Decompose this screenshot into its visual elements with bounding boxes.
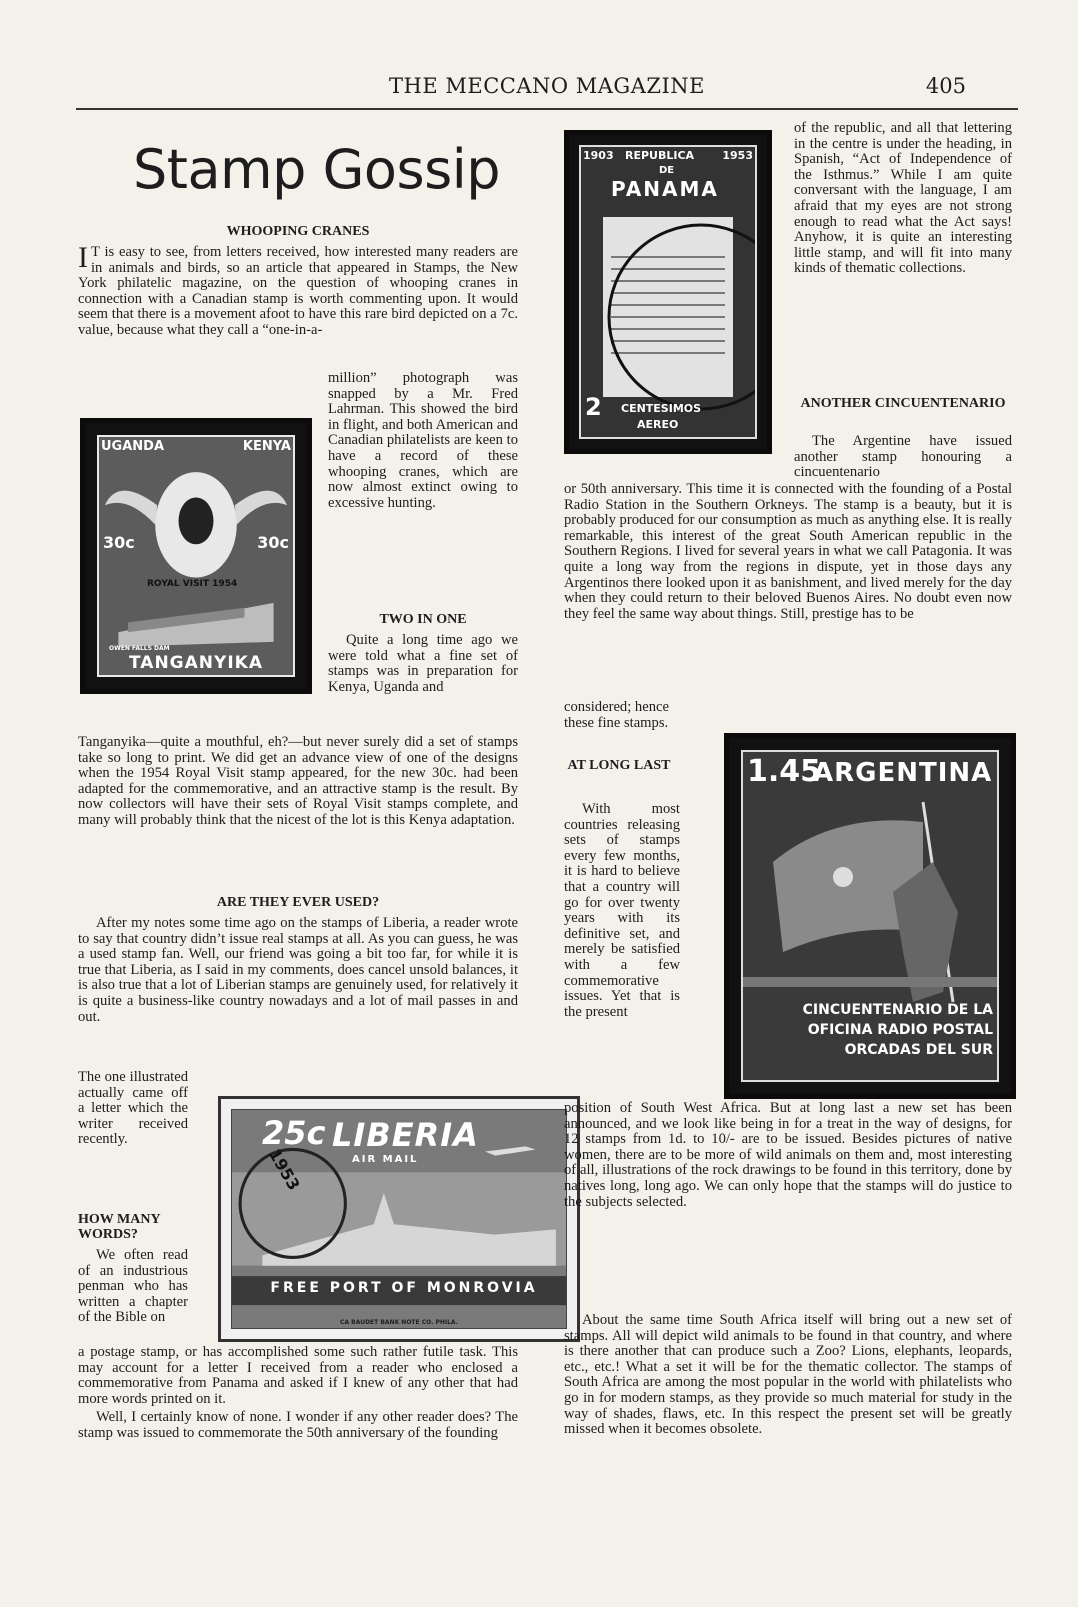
article-two-in-one-p1 xyxy=(328,633,518,695)
article-words-p1 xyxy=(78,1248,188,1326)
article-words-p3 xyxy=(78,1410,518,1441)
article-whooping-p1 xyxy=(78,241,518,339)
running-header xyxy=(76,72,1018,110)
page-title: Stamp Gossip xyxy=(133,138,501,201)
stamp-liberia xyxy=(218,1096,580,1342)
heading-whooping-cranes: WHOOPING CRANES xyxy=(226,224,370,239)
stamp-argentina-line2: OFICINA RADIO POSTAL xyxy=(807,1022,993,1038)
stamp-text-kenya: KENYA xyxy=(242,439,291,454)
article-used-p1 xyxy=(78,916,518,1025)
stamp-argentina-value: 1.45 xyxy=(747,754,822,789)
stamp-panama-de: DE xyxy=(659,165,675,176)
article-words-p2 xyxy=(78,1345,518,1407)
page-number: 405 xyxy=(925,74,966,98)
stamp-text-uganda: UGANDA xyxy=(101,439,165,454)
stamp-argentina-line1: CINCUENTENARIO DE LA xyxy=(802,1002,993,1018)
heading-two-in-one: TWO IN ONE xyxy=(379,612,467,627)
heading-are-they-ever-used: ARE THEY EVER USED? xyxy=(216,895,380,910)
words-text-4: of the republic, and all that lettering in the centre is under the heading, in Spanish, “Act of Independence of the Isthmus.” While I am quite conversant with the language, I am afraid that my eyes are not strong enough to read what the Act says! Anyhow, it is quite an interesting little stamp, and will fit into many kinds of thematic collections. xyxy=(794,120,1012,277)
stamp-liberia-value: 25c xyxy=(262,1114,326,1152)
stamp-argentina-country: ARGENTINA xyxy=(813,758,993,788)
stamp-panama-year-right: 1953 xyxy=(722,149,753,162)
article-cincuentenario-p1 xyxy=(794,434,1012,481)
stamp-kenya-uganda-tanganyika xyxy=(80,418,312,694)
stamp-panama-country: PANAMA xyxy=(611,177,719,201)
article-cincuentenario-p3 xyxy=(564,700,674,731)
article-long-last-p1 xyxy=(564,802,680,1020)
two-in-one-text-continued: Tanganyika—quite a mouthful, eh?—but never surely did a set of stamps take so long to print. We did get an advance view of one of the designs when the 1954 Royal Visit stamp appeared, for the new 30c. had been adapted for the commemorative, and an attractive stamp is the result. By now collectors will have their sets of Royal Visit stamps complete, and many will probably think that the nicest of the lot is this Kenya adaptation. xyxy=(78,734,518,828)
article-two-in-one-p2 xyxy=(78,735,518,829)
stamp-value-right: 30c xyxy=(257,533,289,552)
whooping-text: T is easy to see, from letters received, how interested many readers are in animals and birds, so an article that appeared in Stamps, the New York philatelic magazine, on the question of whooping cranes in connection with a Canadian stamp is worth commenting upon. It would seem that there is a movement afoot to have this rare bird depicted on a 7c. value, because what they call a “one-in-a- xyxy=(78,244,518,338)
two-in-one-text: Quite a long time ago we were told what a fine set of stamps was in preparation for Kenya, Uganda and xyxy=(328,632,518,695)
cincuentenario-text-end: considered; hence these fine stamps. xyxy=(564,699,669,731)
words-text: We often read of an industrious penman who has written a chapter of the Bible on xyxy=(78,1247,188,1326)
stamp-liberia-printer: CA BAUDET BANK NOTE CO. PHILA. xyxy=(340,1319,458,1326)
heading-at-long-last: AT LONG LAST xyxy=(567,758,671,773)
used-text-continued: The one illustrated actually came off a letter which the writer received recently. xyxy=(78,1069,188,1148)
stamp-text-royal-visit: ROYAL VISIT 1954 xyxy=(147,579,238,589)
article-used-p2 xyxy=(78,1070,188,1148)
long-last-text-continued: position of South West Africa. But at long last a new set has been announced, and we look like being in for a treat in the way of designs, for 12 stamps from 1d. to 10/- are to be issued. Besides pictures of native women, there are to be more of wild animals on them and, most interesting of all, illustrations of the rock drawings to be found in this territory, done by natives long, long ago. We can only hope that the stamps will do justice to the subjects selected. xyxy=(564,1100,1012,1210)
stamp-panama-centesimos: CENTESIMOS xyxy=(621,402,702,415)
stamp-panama-digit: 2 xyxy=(585,393,602,421)
article-long-last-p2 xyxy=(564,1101,1012,1210)
article-long-last-p3 xyxy=(564,1313,1012,1438)
stamp-artwork xyxy=(99,437,293,675)
stamp-liberia-air-mail: AIR MAIL xyxy=(352,1154,419,1165)
long-last-text-3: About the same time South Africa itself will bring out a new set of stamps. All will depict wild animals to be found in that country, and where is there another that can produce such a Zoo? Lions, elephants, leopards, etc., etc.! What a set it will be for the thematic collector. The stamps of South Africa are among the most popular in the world with philatelists who go in for modern stamps, as they provide so much material for study in the way of shades, flaws, etc. In this respect the present set will be greatly missed when it becomes obsolete. xyxy=(564,1312,1012,1438)
words-text-continued: a postage stamp, or has accomplished some such rather futile task. This may account for a letter I received from a reader who enclosed a commemorative from Panama and asked if I knew of any other that had more words printed on it. xyxy=(78,1344,518,1407)
stamp-argentina-line3: ORCADAS DEL SUR xyxy=(844,1042,993,1058)
cincuentenario-text-continued: or 50th anniversary. This time it is connected with the founding of a Postal Radio Station in the Southern Orkneys. The stamp is a beauty, but it is probably produced for our consumption as much as anything else. It is really remarkable, this interest of the great South American republic in the Southern Regions. I lived for several years in what we call Patagonia. It was quite a long way from the regions in dispute, yet in those days any Argentinos there looked upon it as banishment, and lived merely for the day when they could return to their beloved Buenos Aires. No doubt even now they feel the same way about things. Still, prestige has to be xyxy=(564,481,1012,622)
stamp-panama xyxy=(564,130,772,454)
long-last-text: With most countries releasing sets of stamps every few months, it is hard to believe that a country will go for over twenty years with its definitive set, and merely be satisfied with a few commemorative issues. Yet that is the present xyxy=(564,801,680,1020)
stamp-liberia-country: LIBERIA xyxy=(332,1116,479,1154)
whooping-text-continued: million” photograph was snapped by a Mr. Fred Lahrman. This showed the bird in flight, and both American and Canadian philatelists are keen to have a record of these whooping cranes, which are now almost extinct owing to excessive hunting. xyxy=(328,370,518,511)
stamp-liberia-port: FREE PORT OF MONROVIA xyxy=(270,1280,538,1296)
heading-cincuentenario: ANOTHER CINCUENTENARIO xyxy=(800,396,1006,411)
magazine-title: THE MECCANO MAGAZINE xyxy=(389,74,705,98)
stamp-panama-aereo: AEREO xyxy=(637,418,679,431)
stamp-text-tanganyika: TANGANYIKA xyxy=(129,653,263,673)
used-text: After my notes some time ago on the stamps of Liberia, a reader wrote to say that country didn’t issue real stamps at all. As you can guess, he was a used stamp fan. Well, our friend was going a bit too far, for while it is true that Liberia, as I said in my comments, does cancel unsold balances, it is also true that a lot of Liberian stamps are genuinely used, for relatively it is quite a business-like country nowadays and a lot of mail passes in and out. xyxy=(78,915,518,1025)
stamp-argentina xyxy=(724,733,1016,1099)
stamp-panama-year-left: 1903 xyxy=(583,149,614,162)
drop-cap: I xyxy=(78,241,88,274)
heading-how-many-words: HOW MANY WORDS? xyxy=(78,1212,161,1243)
words-text-3: Well, I certainly know of none. I wonder if any other reader does? The stamp was issued to commemorate the 50th anniversary of the founding xyxy=(78,1409,518,1441)
stamp-text-caption: OWEN FALLS DAM xyxy=(109,645,170,652)
article-cincuentenario-p2 xyxy=(564,482,1012,622)
article-whooping-p1b xyxy=(328,371,518,511)
article-words-p4 xyxy=(794,121,1012,277)
stamp-liberia-postmark: 1953 xyxy=(264,1145,304,1194)
stamp-value-left: 30c xyxy=(103,533,135,552)
stamp-panama-republica: REPUBLICA xyxy=(625,149,695,162)
cincuentenario-text: The Argentine have issued another stamp honouring a cincuentenario xyxy=(794,433,1012,481)
